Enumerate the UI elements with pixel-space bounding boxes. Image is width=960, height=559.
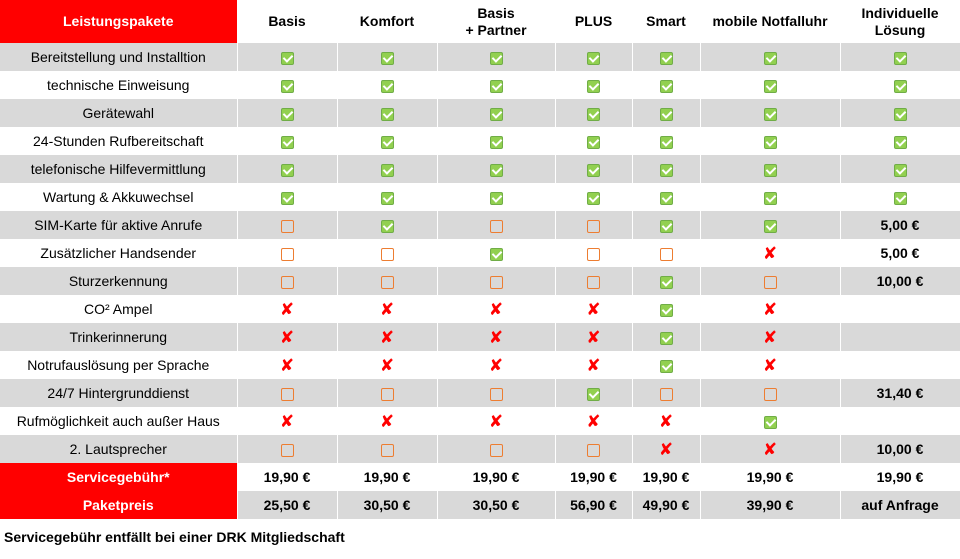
feature-price xyxy=(840,295,960,323)
feature-cell xyxy=(555,379,632,407)
feature-cell xyxy=(555,239,632,267)
feature-cell xyxy=(632,323,700,351)
checkbox-checked-icon xyxy=(894,108,907,121)
cross-icon: ✘ xyxy=(586,327,601,348)
feature-cell xyxy=(437,99,555,127)
fee-value: 19,90 € xyxy=(632,463,700,491)
feature-cell xyxy=(555,407,632,435)
feature-cell xyxy=(337,379,437,407)
header-label: Leistungspakete xyxy=(63,13,174,29)
feature-cell xyxy=(237,127,337,155)
feature-cell xyxy=(700,211,840,239)
feature-row xyxy=(0,99,960,127)
feature-price: 10,00 € xyxy=(840,267,960,295)
feature-cell xyxy=(632,239,700,267)
cross-icon: ✘ xyxy=(488,327,504,348)
cross-icon: ✘ xyxy=(488,411,504,432)
feature-cell xyxy=(237,211,337,239)
feature-cell xyxy=(437,127,555,155)
checkbox-empty-icon xyxy=(587,276,600,289)
fee-value: 19,90 € xyxy=(337,463,437,491)
feature-cell xyxy=(437,267,555,295)
fee-value: 30,50 € xyxy=(437,491,555,519)
checkbox-checked-icon xyxy=(281,52,294,65)
footnote: Servicegebühr entfällt bei einer DRK Mitgliedschaft xyxy=(4,529,345,545)
header-label: Lösung xyxy=(874,21,926,38)
feature-cell xyxy=(632,71,700,99)
feature-row xyxy=(0,435,960,463)
checkbox-checked-icon xyxy=(490,192,503,205)
checkbox-checked-icon xyxy=(490,108,503,121)
fee-value: 19,90 € xyxy=(237,463,337,491)
feature-cell xyxy=(237,435,337,463)
feature-row xyxy=(0,351,960,379)
checkbox-checked-icon xyxy=(381,164,394,177)
feature-label: Rufmöglichkeit auch außer Haus xyxy=(0,407,237,435)
feature-cell xyxy=(700,127,840,155)
checkbox-empty-icon xyxy=(281,444,294,457)
checkbox-checked-icon xyxy=(764,52,777,65)
header-package-2 xyxy=(337,0,437,43)
checkbox-empty-icon xyxy=(281,220,294,233)
checkbox-empty-icon xyxy=(381,248,394,261)
checkbox-checked-icon xyxy=(381,108,394,121)
fee-value: 19,90 € xyxy=(700,463,840,491)
header-package-7 xyxy=(840,0,960,43)
feature-cell xyxy=(337,183,437,211)
checkbox-empty-icon xyxy=(281,388,294,401)
checkbox-checked-icon xyxy=(587,80,600,93)
checkbox-checked-icon xyxy=(894,192,907,205)
feature-cell xyxy=(437,351,555,379)
checkbox-checked-icon xyxy=(381,136,394,149)
cross-icon: ✘ xyxy=(379,327,395,348)
feature-cell xyxy=(632,211,700,239)
cross-icon: ✘ xyxy=(762,355,778,376)
fee-label: Paketpreis xyxy=(0,491,237,519)
feature-cell xyxy=(700,295,840,323)
feature-cell xyxy=(700,267,840,295)
checkbox-checked-icon xyxy=(381,220,394,233)
feature-row xyxy=(0,43,960,71)
feature-cell xyxy=(840,99,960,127)
feature-cell xyxy=(555,267,632,295)
feature-cell xyxy=(840,43,960,71)
cross-icon: ✘ xyxy=(279,299,295,320)
feature-cell xyxy=(237,323,337,351)
feature-cell xyxy=(437,323,555,351)
checkbox-empty-icon xyxy=(587,248,600,261)
checkbox-empty-icon xyxy=(490,276,503,289)
checkbox-empty-icon xyxy=(660,388,673,401)
feature-cell xyxy=(337,267,437,295)
checkbox-checked-icon xyxy=(587,388,600,401)
feature-row xyxy=(0,323,960,351)
feature-label: technische Einweisung xyxy=(0,71,237,99)
cross-icon: ✘ xyxy=(762,243,778,264)
feature-label: 2. Lautsprecher xyxy=(0,435,237,463)
feature-label: Wartung & Akkuwechsel xyxy=(0,183,237,211)
cross-icon: ✘ xyxy=(658,439,674,460)
feature-cell xyxy=(632,43,700,71)
feature-cell xyxy=(437,435,555,463)
feature-cell xyxy=(437,239,555,267)
header-package-6 xyxy=(700,0,840,43)
feature-row xyxy=(0,211,960,239)
checkbox-checked-icon xyxy=(894,52,907,65)
feature-cell xyxy=(700,183,840,211)
checkbox-checked-icon xyxy=(381,52,394,65)
header-package-3 xyxy=(437,0,555,43)
header-label: Individuelle xyxy=(861,4,939,21)
feature-label: Notrufauslösung per Sprache xyxy=(0,351,237,379)
fee-value: 25,50 € xyxy=(237,491,337,519)
feature-cell xyxy=(700,435,840,463)
cross-icon: ✘ xyxy=(762,439,778,460)
checkbox-checked-icon xyxy=(894,136,907,149)
header-label: Komfort xyxy=(359,13,415,29)
cross-icon: ✘ xyxy=(762,327,778,348)
feature-cell xyxy=(555,211,632,239)
feature-cell xyxy=(337,99,437,127)
checkbox-checked-icon xyxy=(764,136,777,149)
feature-cell xyxy=(237,183,337,211)
fee-value: 39,90 € xyxy=(700,491,840,519)
feature-row xyxy=(0,379,960,407)
feature-price: 31,40 € xyxy=(840,379,960,407)
feature-cell xyxy=(337,43,437,71)
package-price-row xyxy=(0,491,960,519)
header-package-5 xyxy=(632,0,700,43)
checkbox-checked-icon xyxy=(660,220,673,233)
checkbox-checked-icon xyxy=(764,108,777,121)
checkbox-empty-icon xyxy=(490,220,503,233)
checkbox-checked-icon xyxy=(894,80,907,93)
feature-cell xyxy=(840,127,960,155)
feature-cell xyxy=(237,43,337,71)
fee-label: Servicegebühr* xyxy=(0,463,237,491)
feature-cell xyxy=(700,99,840,127)
feature-cell xyxy=(437,183,555,211)
feature-cell xyxy=(632,183,700,211)
checkbox-checked-icon xyxy=(587,52,600,65)
feature-label: Bereitstellung und Installtion xyxy=(0,43,237,71)
feature-row xyxy=(0,239,960,267)
feature-cell xyxy=(840,183,960,211)
checkbox-checked-icon xyxy=(764,416,777,429)
cross-icon: ✘ xyxy=(379,299,395,320)
feature-cell xyxy=(555,43,632,71)
feature-label: CO² Ampel xyxy=(0,295,237,323)
feature-cell xyxy=(555,351,632,379)
fee-value: 19,90 € xyxy=(437,463,555,491)
checkbox-checked-icon xyxy=(660,304,673,317)
feature-cell xyxy=(337,351,437,379)
feature-label: 24/7 Hintergrunddienst xyxy=(0,379,237,407)
cross-icon: ✘ xyxy=(586,411,601,432)
cross-icon: ✘ xyxy=(279,327,295,348)
feature-cell xyxy=(632,351,700,379)
feature-price xyxy=(840,351,960,379)
checkbox-checked-icon xyxy=(281,164,294,177)
checkbox-checked-icon xyxy=(764,192,777,205)
checkbox-checked-icon xyxy=(587,192,600,205)
checkbox-checked-icon xyxy=(660,136,673,149)
checkbox-checked-icon xyxy=(587,108,600,121)
checkbox-empty-icon xyxy=(490,388,503,401)
feature-cell xyxy=(840,71,960,99)
feature-cell xyxy=(700,351,840,379)
feature-cell xyxy=(632,435,700,463)
feature-price: 5,00 € xyxy=(840,239,960,267)
feature-label: telefonische Hilfevermittlung xyxy=(0,155,237,183)
checkbox-checked-icon xyxy=(587,136,600,149)
service-fee-row xyxy=(0,463,960,491)
checkbox-checked-icon xyxy=(587,164,600,177)
cross-icon: ✘ xyxy=(488,355,504,376)
fee-value: 49,90 € xyxy=(632,491,700,519)
feature-cell xyxy=(840,155,960,183)
feature-cell xyxy=(337,407,437,435)
feature-cell xyxy=(632,99,700,127)
checkbox-checked-icon xyxy=(764,164,777,177)
checkbox-empty-icon xyxy=(381,388,394,401)
header-label: Smart xyxy=(646,13,686,29)
feature-cell xyxy=(337,239,437,267)
feature-cell xyxy=(700,71,840,99)
feature-cell xyxy=(337,71,437,99)
feature-cell xyxy=(237,407,337,435)
cross-icon: ✘ xyxy=(379,355,395,376)
feature-cell xyxy=(337,323,437,351)
checkbox-empty-icon xyxy=(381,276,394,289)
feature-cell xyxy=(632,155,700,183)
feature-cell xyxy=(555,295,632,323)
checkbox-empty-icon xyxy=(587,444,600,457)
checkbox-empty-icon xyxy=(660,248,673,261)
feature-cell xyxy=(555,323,632,351)
checkbox-empty-icon xyxy=(281,276,294,289)
fee-value: 30,50 € xyxy=(337,491,437,519)
feature-cell xyxy=(700,379,840,407)
header-label: PLUS xyxy=(574,13,613,29)
feature-row xyxy=(0,295,960,323)
checkbox-checked-icon xyxy=(660,332,673,345)
checkbox-empty-icon xyxy=(281,248,294,261)
checkbox-checked-icon xyxy=(660,276,673,289)
feature-price: 10,00 € xyxy=(840,435,960,463)
checkbox-checked-icon xyxy=(281,80,294,93)
feature-price: 5,00 € xyxy=(840,211,960,239)
feature-row xyxy=(0,183,960,211)
fee-value: auf Anfrage xyxy=(840,491,960,519)
feature-cell xyxy=(700,407,840,435)
feature-cell xyxy=(237,71,337,99)
feature-cell xyxy=(237,155,337,183)
feature-cell xyxy=(555,71,632,99)
checkbox-checked-icon xyxy=(490,52,503,65)
checkbox-checked-icon xyxy=(660,108,673,121)
header-label: Basis xyxy=(477,4,515,21)
feature-row xyxy=(0,127,960,155)
feature-cell xyxy=(337,295,437,323)
feature-row xyxy=(0,267,960,295)
checkbox-checked-icon xyxy=(764,220,777,233)
checkbox-checked-icon xyxy=(281,192,294,205)
checkbox-checked-icon xyxy=(281,136,294,149)
feature-row xyxy=(0,71,960,99)
feature-cell xyxy=(555,435,632,463)
feature-cell xyxy=(700,323,840,351)
feature-cell xyxy=(237,379,337,407)
checkbox-checked-icon xyxy=(660,80,673,93)
cross-icon: ✘ xyxy=(488,299,504,320)
feature-cell xyxy=(555,155,632,183)
checkbox-checked-icon xyxy=(660,360,673,373)
feature-row xyxy=(0,155,960,183)
checkbox-checked-icon xyxy=(490,136,503,149)
feature-cell xyxy=(437,295,555,323)
feature-cell xyxy=(555,127,632,155)
fee-value: 19,90 € xyxy=(555,463,632,491)
feature-cell xyxy=(337,435,437,463)
feature-cell xyxy=(237,351,337,379)
cross-icon: ✘ xyxy=(762,299,778,320)
feature-cell xyxy=(337,211,437,239)
header-label: + Partner xyxy=(465,21,527,38)
feature-price xyxy=(840,323,960,351)
cross-icon: ✘ xyxy=(379,411,395,432)
feature-label: Zusätzlicher Handsender xyxy=(0,239,237,267)
feature-cell xyxy=(237,295,337,323)
checkbox-checked-icon xyxy=(660,164,673,177)
cross-icon: ✘ xyxy=(658,411,674,432)
feature-cell xyxy=(437,211,555,239)
header-package-1 xyxy=(237,0,337,43)
feature-cell xyxy=(632,127,700,155)
checkbox-checked-icon xyxy=(381,192,394,205)
feature-cell xyxy=(632,407,700,435)
feature-cell xyxy=(700,239,840,267)
feature-cell xyxy=(632,267,700,295)
feature-cell xyxy=(437,379,555,407)
feature-label: Trinkerinnerung xyxy=(0,323,237,351)
feature-label: Sturzerkennung xyxy=(0,267,237,295)
feature-label: 24-Stunden Rufbereitschaft xyxy=(0,127,237,155)
feature-cell xyxy=(237,99,337,127)
cross-icon: ✘ xyxy=(586,299,601,320)
cross-icon: ✘ xyxy=(586,355,601,376)
header-package-4 xyxy=(555,0,632,43)
fee-value: 19,90 € xyxy=(840,463,960,491)
fee-value: 56,90 € xyxy=(555,491,632,519)
header-leistungspakete xyxy=(0,0,237,43)
checkbox-empty-icon xyxy=(764,276,777,289)
feature-cell xyxy=(437,407,555,435)
feature-cell xyxy=(632,295,700,323)
feature-cell xyxy=(237,267,337,295)
checkbox-checked-icon xyxy=(764,80,777,93)
checkbox-checked-icon xyxy=(894,164,907,177)
feature-cell xyxy=(632,379,700,407)
feature-label: Gerätewahl xyxy=(0,99,237,127)
checkbox-checked-icon xyxy=(660,52,673,65)
checkbox-checked-icon xyxy=(490,80,503,93)
checkbox-empty-icon xyxy=(381,444,394,457)
feature-cell xyxy=(437,71,555,99)
checkbox-checked-icon xyxy=(281,108,294,121)
feature-cell xyxy=(337,127,437,155)
header-row xyxy=(0,0,960,43)
cross-icon: ✘ xyxy=(279,411,295,432)
checkbox-checked-icon xyxy=(381,80,394,93)
checkbox-checked-icon xyxy=(490,164,503,177)
feature-cell xyxy=(337,155,437,183)
header-label: Basis xyxy=(268,13,306,29)
feature-cell xyxy=(437,43,555,71)
feature-cell xyxy=(555,183,632,211)
cross-icon: ✘ xyxy=(279,355,295,376)
header-label: mobile Notfalluhr xyxy=(712,13,828,29)
feature-cell xyxy=(555,99,632,127)
feature-cell xyxy=(437,155,555,183)
checkbox-checked-icon xyxy=(490,248,503,261)
checkbox-empty-icon xyxy=(764,388,777,401)
feature-cell xyxy=(700,43,840,71)
feature-label: SIM-Karte für aktive Anrufe xyxy=(0,211,237,239)
feature-row xyxy=(0,407,960,435)
feature-cell xyxy=(700,155,840,183)
feature-price xyxy=(840,407,960,435)
checkbox-empty-icon xyxy=(490,444,503,457)
checkbox-empty-icon xyxy=(587,220,600,233)
checkbox-checked-icon xyxy=(660,192,673,205)
feature-cell xyxy=(237,239,337,267)
